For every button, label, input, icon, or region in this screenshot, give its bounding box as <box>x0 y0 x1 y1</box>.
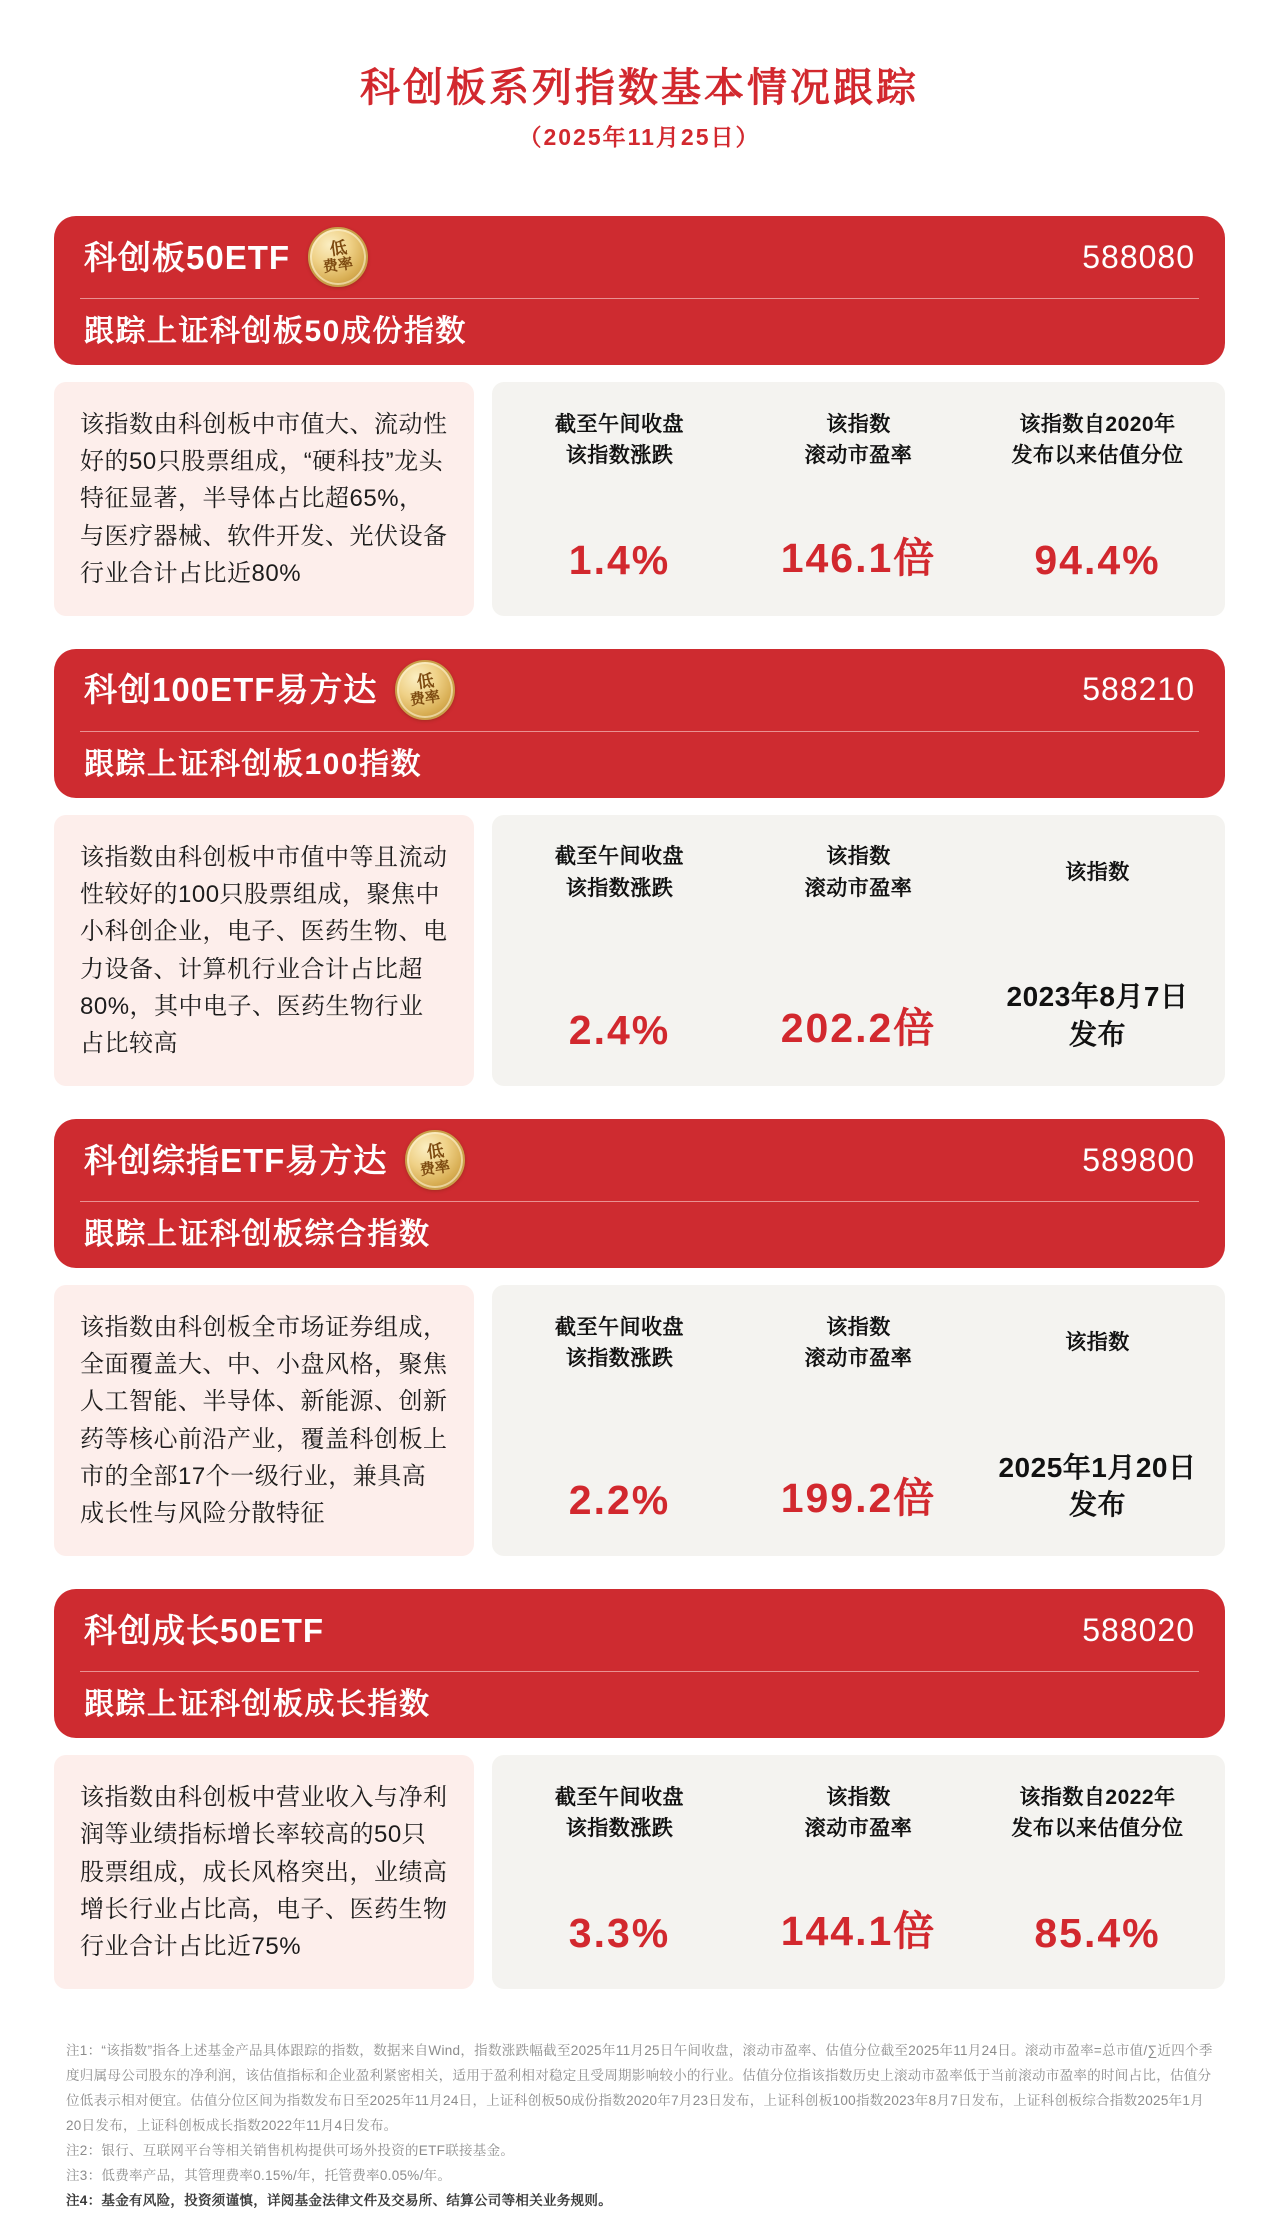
metric-label-line: 该指数 <box>826 1785 891 1809</box>
badge-text-line: 费率 <box>419 1158 452 1180</box>
badge-text-line: 低 <box>328 238 348 260</box>
tracked-index-label: 跟踪上证科创板50成份指数 <box>84 315 467 348</box>
card-header-title-row <box>54 1589 1225 1671</box>
low-fee-badge-icon <box>395 660 455 720</box>
metric-value: 3.3% <box>568 1910 671 1957</box>
metric-label <box>1065 841 1130 905</box>
footnote-4: 注4：基金有风险，投资须谨慎，详阅基金法律文件及交易所、结算公司等相关业务规则。 <box>66 2192 613 2208</box>
metric-column <box>739 1781 978 1957</box>
metric-value: 2.4% <box>568 1007 671 1054</box>
etf-card-588080 <box>54 216 1225 616</box>
card-header <box>54 649 1225 798</box>
metric-label-line: 滚动市盈率 <box>804 876 913 900</box>
metric-label <box>555 1781 684 1845</box>
metric-label-line: 该指数 <box>1065 1331 1130 1355</box>
tracked-index-label: 跟踪上证科创板综合指数 <box>84 1218 431 1252</box>
footnote-3: 注3：低费率产品，其管理费率0.15%/年，托管费率0.05%/年。 <box>66 2167 452 2183</box>
etf-card-588020 <box>54 1589 1225 1989</box>
metric-label-line: 该指数涨跌 <box>565 1817 674 1841</box>
metric-label <box>555 408 684 472</box>
etf-code: 589800 <box>1082 1141 1195 1178</box>
index-description: 该指数由科创板全市场证券组成，全面覆盖大、中、小盘风格，聚焦人工智能、半导体、新能源、创新药等核心前沿产业，覆盖科创板上市的全部17个一级行业，兼具高成长性与风险分散特征 <box>54 1285 474 1556</box>
metric-label-line: 该指数涨跌 <box>565 876 674 900</box>
metric-label-line: 截至午间收盘 <box>555 845 684 869</box>
metrics-panel <box>492 1285 1225 1556</box>
metric-column <box>978 1311 1217 1524</box>
footnote-1: 注1：“该指数”指各上述基金产品具体跟踪的指数，数据来自Wind，指数涨跌幅截至2025年11月25日午间收盘，滚动市盈率、估值分位截至2025年11月24日。滚动市盈率=总市值/∑近四个季度归属母公司股东的净利润，该估值指标和企业盈利紧密相关，适用于盈利相对稳定且受周期影响较小的行业。估值分位指该指数历史上滚动市盈率低于当前滚动市盈率的时间占比，估值分位低表示相对便宜。估值分位区间为指数发布日至2025年11月24日，上证科创板50成份指数2020年7月23日发布，上证科创板100指数2023年8月7日发布，上证科创板综合指数2025年1月20日发布，上证科创板成长指数2022年11月4日发布。 <box>66 2043 1213 2134</box>
metric-column <box>739 841 978 1054</box>
metric-label-line: 该指数自2022年 <box>1019 1785 1176 1809</box>
metric-column <box>978 1781 1217 1957</box>
metric-value: 1.4% <box>568 536 671 583</box>
metric-value: 94.4% <box>1034 536 1161 583</box>
release-date-line: 发布 <box>1068 1019 1126 1051</box>
metric-label-line: 滚动市盈率 <box>804 444 913 467</box>
metric-column <box>739 408 978 584</box>
release-date-line: 2023年8月7日 <box>1006 981 1189 1013</box>
metric-value: 199.2倍 <box>780 1475 937 1522</box>
metric-label <box>805 1781 913 1845</box>
etf-code: 588080 <box>1082 238 1195 275</box>
etf-card-589800 <box>54 1119 1225 1556</box>
metric-column <box>500 1781 739 1957</box>
metric-label-line: 截至午间收盘 <box>555 1315 684 1339</box>
metric-label <box>1012 408 1184 472</box>
index-description: 该指数由科创板中市值中等且流动性较好的100只股票组成，聚焦中小科创企业，电子、医药生物、电力设备、计算机行业合计占比超80%，其中电子、医药生物行业占比较高 <box>54 815 474 1086</box>
metric-label-line: 该指数 <box>826 412 891 436</box>
metric-label-line: 该指数涨跌 <box>565 444 674 467</box>
metric-label-line: 该指数 <box>826 845 891 869</box>
metric-column <box>739 1311 978 1524</box>
metric-column <box>500 408 739 584</box>
badge-text-line: 费率 <box>321 255 355 277</box>
metric-value <box>1007 978 1189 1054</box>
metric-label <box>1012 1781 1184 1845</box>
metric-label-line: 该指数 <box>1065 861 1130 885</box>
metric-label-line: 发布以来估值分位 <box>1011 444 1184 467</box>
metric-label-line: 滚动市盈率 <box>804 1347 913 1371</box>
metric-label-line: 截至午间收盘 <box>555 1785 684 1809</box>
etf-code: 588210 <box>1082 671 1195 708</box>
metric-value: 146.1倍 <box>780 534 937 581</box>
footnote-2: 注2：银行、互联网平台等相关销售机构提供可场外投资的ETF联接基金。 <box>66 2143 515 2158</box>
low-fee-badge-icon <box>405 1130 465 1190</box>
etf-code: 588020 <box>1082 1611 1195 1648</box>
metric-value: 202.2倍 <box>780 1005 937 1052</box>
badge-text-line: 费率 <box>409 687 442 709</box>
metric-label <box>805 841 913 905</box>
metric-label-line: 该指数涨跌 <box>565 1347 674 1371</box>
index-description: 该指数由科创板中市值大、流动性好的50只股票组成，“硬科技”龙头特征显著，半导体占比超65%，与医疗器械、软件开发、光伏设备行业合计占比近80% <box>54 382 474 616</box>
metric-label <box>805 1311 913 1375</box>
badge-text-line: 低 <box>425 1141 446 1163</box>
etf-name: 科创100ETF易方达 <box>84 671 378 709</box>
metric-label-line: 该指数 <box>826 1315 891 1339</box>
tracked-index-label: 跟踪上证科创板100指数 <box>84 747 423 781</box>
metric-value: 85.4% <box>1034 1910 1161 1957</box>
metric-column <box>500 1311 739 1524</box>
index-description: 该指数由科创板中营业收入与净利润等业绩指标增长率较高的50只股票组成，成长风格突出，业绩高增长行业占比高，电子、医药生物行业合计占比近75% <box>54 1755 474 1989</box>
metric-label-line: 发布以来估值分位 <box>1011 1817 1184 1841</box>
metrics-panel <box>492 1755 1225 1989</box>
card-header <box>54 1589 1225 1738</box>
card-header-title-row <box>54 649 1225 731</box>
page-date: （2025年11月25日） <box>518 124 761 150</box>
badge-text-line: 低 <box>415 671 436 693</box>
low-fee-badge-icon <box>308 227 368 287</box>
metric-label <box>555 1311 684 1375</box>
metric-label <box>805 408 913 472</box>
metrics-panel <box>492 382 1225 616</box>
card-body <box>54 1285 1225 1556</box>
metric-column <box>500 841 739 1054</box>
release-date-line: 发布 <box>1068 1489 1126 1521</box>
page-title: 科创板系列指数基本情况跟踪 <box>360 66 919 110</box>
tracked-index-label: 跟踪上证科创板成长指数 <box>84 1688 431 1722</box>
metric-label <box>555 841 684 905</box>
footnotes <box>66 2039 1213 2214</box>
release-date-line: 2025年1月20日 <box>998 1451 1197 1483</box>
card-body <box>54 382 1225 616</box>
metric-value <box>998 1449 1196 1525</box>
metric-label-line: 滚动市盈率 <box>804 1817 913 1841</box>
metric-label-line: 截至午间收盘 <box>555 412 684 436</box>
card-body <box>54 815 1225 1086</box>
card-body <box>54 1755 1225 1989</box>
etf-card-588210 <box>54 649 1225 1086</box>
metric-column <box>978 841 1217 1054</box>
etf-name: 科创板50ETF <box>84 238 291 276</box>
metric-label-line: 该指数自2020年 <box>1019 412 1176 436</box>
card-header-title-row <box>54 216 1225 298</box>
metric-value: 144.1倍 <box>780 1908 937 1955</box>
etf-name: 科创综指ETF易方达 <box>84 1141 388 1179</box>
card-header <box>54 1119 1225 1268</box>
metrics-panel <box>492 815 1225 1086</box>
metric-value: 2.2% <box>568 1477 671 1524</box>
card-header-title-row <box>54 1119 1225 1201</box>
card-header <box>54 216 1225 365</box>
metric-label <box>1065 1311 1130 1375</box>
etf-name: 科创成长50ETF <box>84 1611 325 1649</box>
metric-column <box>978 408 1217 584</box>
